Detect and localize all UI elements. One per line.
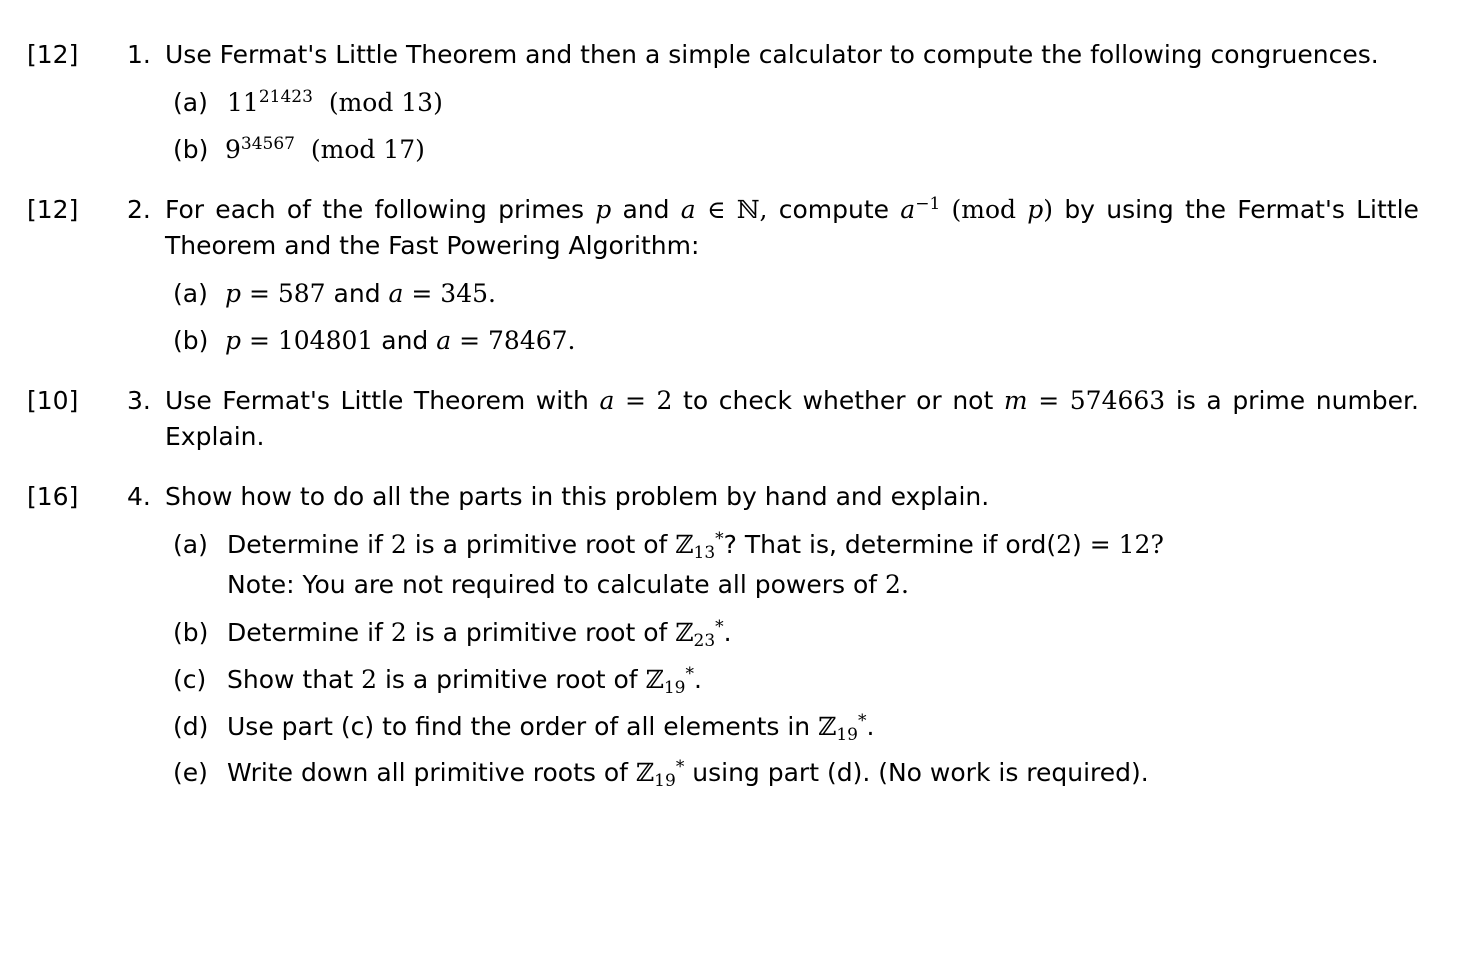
part-label: (b) [173, 135, 209, 164]
part-label: (a) [173, 530, 208, 559]
problem-number: 3. [127, 386, 151, 415]
problem-text: Show how to do all the parts in this problem by hand and explain. [165, 482, 990, 511]
problem-text: Use Fermat's Little Theorem and then a simple calculator to compute the following congruences. [165, 40, 1379, 69]
problem-number: 2. [127, 195, 151, 224]
part-label: (e) [173, 758, 208, 787]
part-label: (b) [173, 618, 209, 647]
part-note: Note: You are not required to calculate all powers of 2. [227, 570, 909, 599]
problem-text-line-2: Theorem and the Fast Powering Algorithm: [165, 231, 700, 260]
problem-points: [12] [27, 40, 79, 69]
part-text: Determine if 2 is a primitive root of ℤ$_{23}$*. [227, 617, 732, 651]
part-text: Write down all primitive roots of ℤ$_{19}$* using part (d). (No work is required). [227, 757, 1149, 791]
congruence-expression: $9^{34567}$ (mod 17) [225, 134, 425, 164]
part-label: (b) [173, 326, 209, 355]
part-label: (d) [173, 712, 209, 741]
problem-text-line-1: Use Fermat's Little Theorem with a = 2 to check whether or not m = 574663 is a prime number. [165, 386, 1419, 415]
part-text: Use part (c) to find the order of all elements in ℤ$_{19}$*. [227, 711, 875, 745]
part-text: p = 587 and a = 345. [225, 279, 496, 308]
part-text: Show that 2 is a primitive root of ℤ$_{19}$*. [227, 664, 702, 698]
problem-points: [10] [27, 386, 79, 415]
problem-number: 1. [127, 40, 151, 69]
problem-text-line-2: Explain. [165, 422, 265, 451]
part-label: (a) [173, 88, 208, 117]
congruence-expression: $11^{21423}$ (mod 13) [227, 87, 443, 117]
part-label: (c) [173, 665, 207, 694]
problem-number: 4. [127, 482, 151, 511]
part-text: Determine if 2 is a primitive root of ℤ$_{13}$*? That is, determine if ord(2) = 12? [227, 529, 1164, 563]
problem-points: [12] [27, 195, 79, 224]
problem-points: [16] [27, 482, 79, 511]
part-text: p = 104801 and a = 78467. [225, 326, 576, 355]
problem-text-line-1: For each of the following primes p and a ∈ ℕ, compute $a^{-1}$ (mod p) by using the Fermat's Little [165, 195, 1419, 224]
part-label: (a) [173, 279, 208, 308]
